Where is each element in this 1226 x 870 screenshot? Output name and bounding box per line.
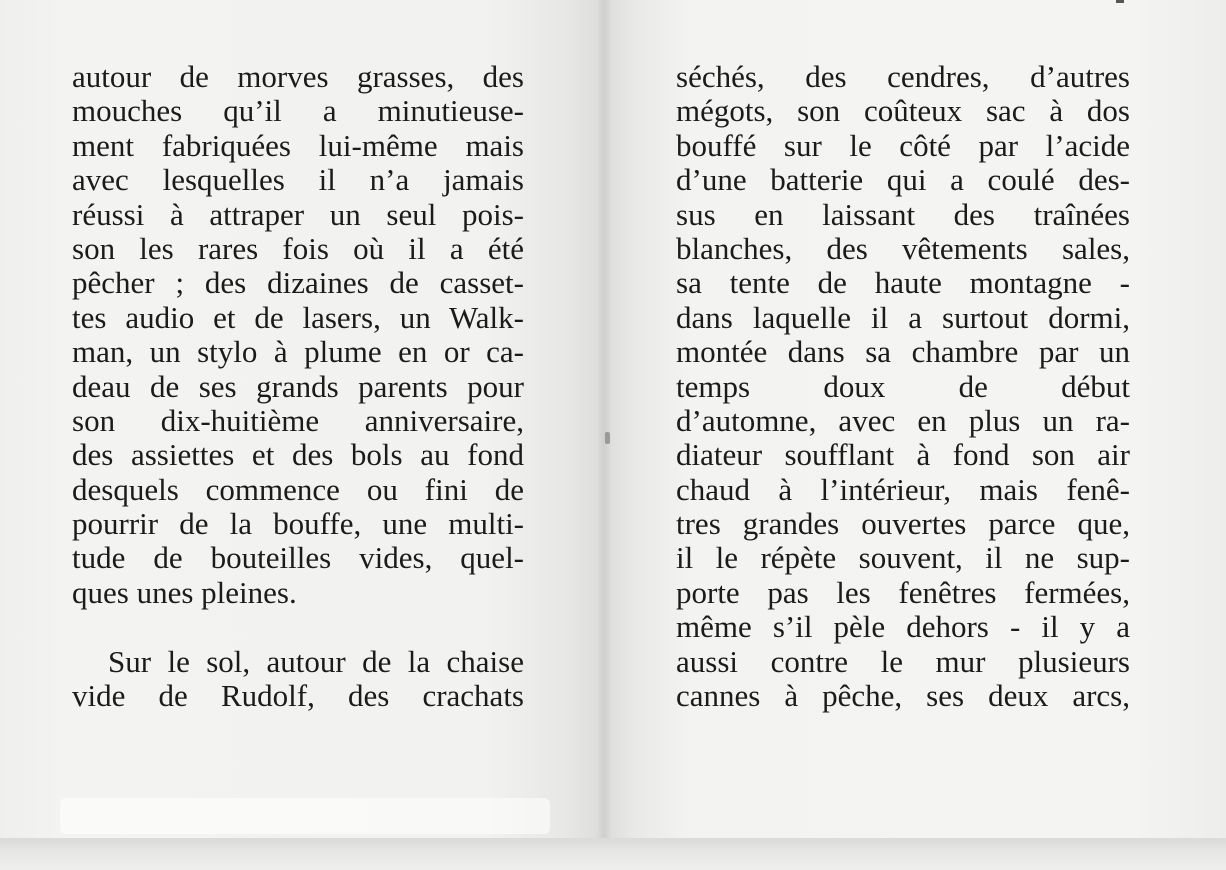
text-line: d’une batterie qui a coulé des-: [676, 162, 1130, 198]
text-line: tres grandes ouvertes parce que,: [676, 506, 1130, 542]
text-line: dans laquelle il a surtout dormi,: [676, 299, 1130, 335]
right-page-text: [676, 60, 1130, 713]
text-line: avec lesquelles il n’a jamais: [72, 162, 524, 198]
text-line: ment fabriquées lui-même mais: [72, 127, 524, 163]
left-page-text: [72, 60, 524, 713]
text-line: bouffé sur le côté par l’acide: [676, 127, 1130, 163]
text-line: cannes à pêche, ses deux arcs,: [676, 678, 1130, 714]
text-line: temps doux de début: [676, 368, 1130, 404]
text-line: Sur le sol, autour de la chaise: [108, 643, 524, 679]
text-line: vide de Rudolf, des crachats: [72, 678, 524, 714]
text-line: diateur soufflant à fond son air: [676, 437, 1130, 473]
text-line: tude de bouteilles vides, quel-: [72, 540, 524, 576]
text-line: d’automne, avec en plus un ra-: [676, 402, 1130, 438]
page-bottom-highlight: [60, 798, 550, 834]
text-line: desquels commence ou fini de: [72, 471, 524, 507]
text-line: séchés, des cendres, d’autres: [676, 59, 1130, 94]
text-line: porte pas les fenêtres fermées,: [676, 574, 1130, 610]
paragraph-gap: [72, 610, 524, 644]
text-line: des assiettes et des bols au fond: [72, 437, 524, 473]
text-line: aussi contre le mur plusieurs: [676, 643, 1130, 679]
text-line: son les rares fois où il a été: [72, 230, 524, 266]
text-line: man, un stylo à plume en or ca-: [72, 334, 524, 370]
text-line: montée dans sa chambre par un: [676, 334, 1130, 370]
text-line: autour de morves grasses, des: [72, 59, 524, 94]
text-line: ques unes pleines.: [72, 574, 297, 610]
text-line: tes audio et de lasers, un Walk-: [72, 299, 524, 335]
text-line: chaud à l’intérieur, mais fenê-: [676, 471, 1130, 507]
text-line: pêcher ; des dizaines de casset-: [72, 265, 524, 301]
scan-speck: [1116, 0, 1124, 3]
text-line: réussi à attraper un seul pois-: [72, 196, 524, 232]
text-line: blanches, des vêtements sales,: [676, 230, 1130, 266]
text-line: mégots, son coûteux sac à dos: [676, 93, 1130, 129]
text-line: son dix-huitième anniversaire,: [72, 402, 524, 438]
text-line: mouches qu’il a minutieuse-: [72, 93, 524, 129]
text-line: deau de ses grands parents pour: [72, 368, 524, 404]
text-line: il le répète souvent, il ne sup-: [676, 540, 1130, 576]
book-gutter: [596, 0, 612, 838]
text-line: sus en laissant des traînées: [676, 196, 1130, 232]
text-line: sa tente de haute montagne -: [676, 265, 1130, 301]
text-line: pourrir de la bouffe, une multi-: [72, 506, 524, 542]
page-bottom-edge: [0, 838, 1226, 870]
text-line: même s’il pèle dehors - il y a: [676, 609, 1130, 645]
gutter-speck: [605, 432, 610, 444]
